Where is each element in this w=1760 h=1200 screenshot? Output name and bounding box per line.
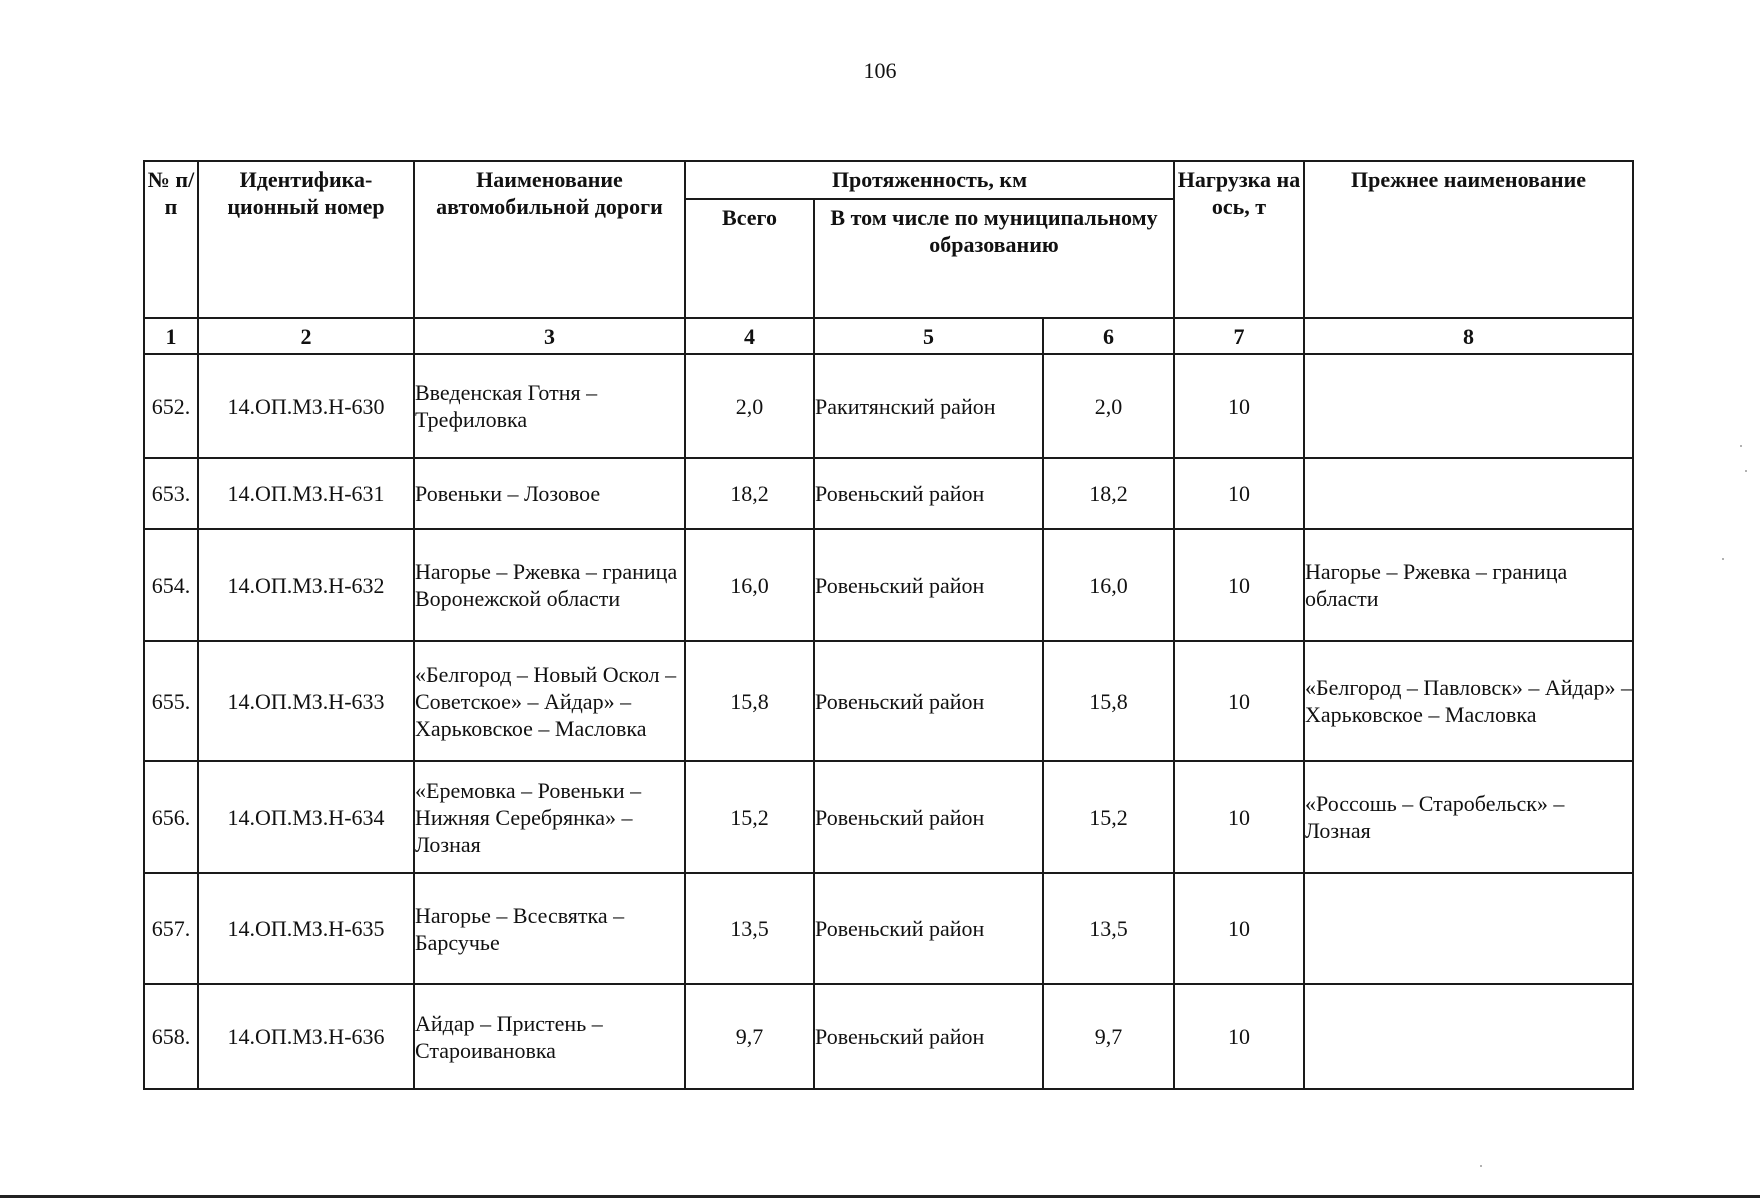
road-name: Введенская Готня – Трефиловка — [414, 354, 685, 458]
road-name: «Еремовка – Ровеньки – Нижняя Серебрянка» – Лозная — [414, 761, 685, 873]
road-id: 14.ОП.МЗ.Н-630 — [198, 354, 414, 458]
header-axle-load: Нагрузка на ось, т — [1174, 161, 1304, 318]
column-number: 6 — [1043, 318, 1174, 354]
length-total: 15,2 — [685, 761, 814, 873]
road-id: 14.ОП.МЗ.Н-635 — [198, 873, 414, 984]
table-row — [144, 984, 1633, 1089]
column-number: 5 — [814, 318, 1043, 354]
road-id: 14.ОП.МЗ.Н-631 — [198, 458, 414, 529]
length-total: 9,7 — [685, 984, 814, 1089]
column-number: 3 — [414, 318, 685, 354]
row-number: 657. — [144, 873, 198, 984]
roads-table — [143, 160, 1634, 1090]
header-num: № п/п — [144, 161, 198, 318]
scan-speck — [1740, 445, 1742, 447]
header-row — [144, 161, 1633, 199]
axle-load: 10 — [1174, 529, 1304, 641]
municipality: Ракитянский район — [814, 354, 1043, 458]
axle-load: 10 — [1174, 641, 1304, 761]
scan-speck — [1480, 1165, 1482, 1167]
column-number: 7 — [1174, 318, 1304, 354]
municipality: Ровеньский район — [814, 761, 1043, 873]
table-row — [144, 529, 1633, 641]
row-number: 654. — [144, 529, 198, 641]
length-municipality: 9,7 — [1043, 984, 1174, 1089]
length-municipality: 18,2 — [1043, 458, 1174, 529]
axle-load: 10 — [1174, 761, 1304, 873]
header-municipal: В том числе по муниципальному образованию — [814, 199, 1174, 318]
road-id: 14.ОП.МЗ.Н-633 — [198, 641, 414, 761]
column-number: 2 — [198, 318, 414, 354]
road-id: 14.ОП.МЗ.Н-636 — [198, 984, 414, 1089]
previous-name: «Россошь – Старобельск» – Лозная — [1304, 761, 1633, 873]
row-number: 656. — [144, 761, 198, 873]
road-id: 14.ОП.МЗ.Н-632 — [198, 529, 414, 641]
header-length: Протяженность, км — [685, 161, 1174, 199]
previous-name — [1304, 458, 1633, 529]
column-number: 4 — [685, 318, 814, 354]
road-name: «Белгород – Новый Оскол – Советское» – Айдар» – Харьковское – Масловка — [414, 641, 685, 761]
length-total: 2,0 — [685, 354, 814, 458]
road-name: Айдар – Пристень – Староивановка — [414, 984, 685, 1089]
previous-name — [1304, 354, 1633, 458]
length-total: 15,8 — [685, 641, 814, 761]
road-name: Нагорье – Ржевка – граница Воронежской области — [414, 529, 685, 641]
axle-load: 10 — [1174, 458, 1304, 529]
column-number-row — [144, 318, 1633, 354]
municipality: Ровеньский район — [814, 984, 1043, 1089]
scan-speck — [1745, 470, 1747, 472]
length-total: 13,5 — [685, 873, 814, 984]
table-row — [144, 641, 1633, 761]
previous-name — [1304, 984, 1633, 1089]
column-number: 1 — [144, 318, 198, 354]
header-id: Идентифика-ционный номер — [198, 161, 414, 318]
axle-load: 10 — [1174, 354, 1304, 458]
previous-name: «Белгород – Павловск» – Айдар» – Харьковское – Масловка — [1304, 641, 1633, 761]
road-id: 14.ОП.МЗ.Н-634 — [198, 761, 414, 873]
row-number: 653. — [144, 458, 198, 529]
header-road-name: Наименование автомобильной дороги — [414, 161, 685, 318]
previous-name — [1304, 873, 1633, 984]
table-row — [144, 873, 1633, 984]
table-row — [144, 458, 1633, 529]
row-number: 652. — [144, 354, 198, 458]
length-municipality: 15,2 — [1043, 761, 1174, 873]
table-row — [144, 761, 1633, 873]
road-name: Ровеньки – Лозовое — [414, 458, 685, 529]
column-number: 8 — [1304, 318, 1633, 354]
municipality: Ровеньский район — [814, 873, 1043, 984]
length-total: 18,2 — [685, 458, 814, 529]
municipality: Ровеньский район — [814, 529, 1043, 641]
length-municipality: 16,0 — [1043, 529, 1174, 641]
length-total: 16,0 — [685, 529, 814, 641]
scan-speck — [1722, 558, 1724, 560]
length-municipality: 13,5 — [1043, 873, 1174, 984]
page-number: 106 — [863, 58, 897, 83]
length-municipality: 2,0 — [1043, 354, 1174, 458]
axle-load: 10 — [1174, 984, 1304, 1089]
row-number: 658. — [144, 984, 198, 1089]
row-number: 655. — [144, 641, 198, 761]
previous-name: Нагорье – Ржевка – граница области — [1304, 529, 1633, 641]
header-previous-name: Прежнее наименование — [1304, 161, 1633, 318]
municipality: Ровеньский район — [814, 458, 1043, 529]
road-name: Нагорье – Всесвятка – Барсучье — [414, 873, 685, 984]
scan-edge-line — [0, 1195, 1760, 1198]
municipality: Ровеньский район — [814, 641, 1043, 761]
length-municipality: 15,8 — [1043, 641, 1174, 761]
table-row — [144, 354, 1633, 458]
header-total: Всего — [685, 199, 814, 318]
axle-load: 10 — [1174, 873, 1304, 984]
